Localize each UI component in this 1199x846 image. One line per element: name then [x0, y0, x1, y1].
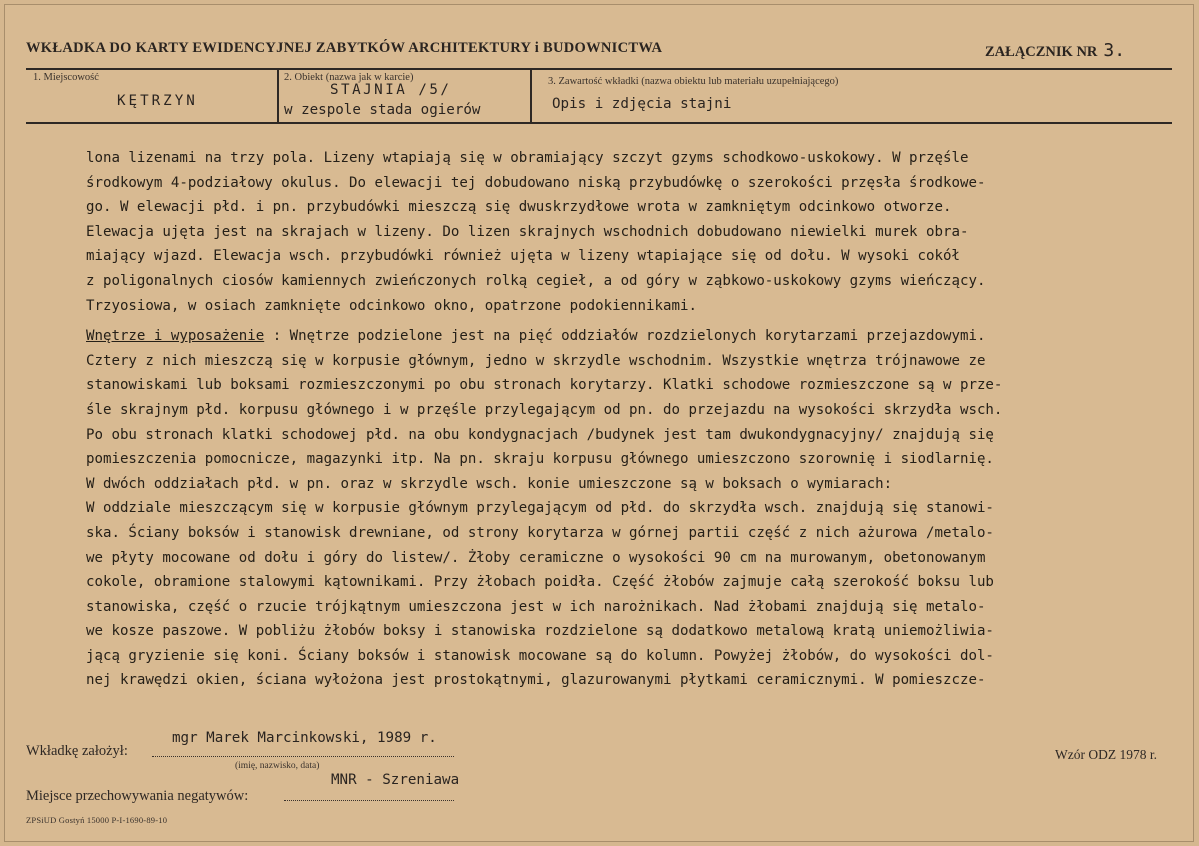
text-line: Elewacja ujęta jest na skrajach w lizeny. Do lizen skrajnych wschodnich dobudowano niewielki murek obra-: [86, 223, 969, 240]
storage-line: [284, 800, 454, 801]
text-line: nej krawędzi okien, ściana wyłożona jest prostokątnymi, glazurowanymi płytkami ceramicznymi. W pomieszcze-: [86, 672, 986, 689]
text-line: we kosze paszowe. W pobliżu żłobów boksy i stanowiska rozdzielone są dodatkowo metalową kratą uniemożliwia-: [86, 623, 994, 640]
description-body: [86, 146, 1176, 693]
object-label: 2. Obiekt (nazwa jak w karcie): [284, 72, 414, 83]
form-model: Wzór ODZ 1978 r.: [1055, 747, 1157, 762]
text-line: śle skrajnym płd. korpusu głównego i w przęśle przylegającym od pn. do przejazdu na wysokości skrzydła wsch.: [86, 401, 1003, 418]
object-value-line2: w zespole stada ogierów: [284, 102, 481, 118]
storage-label: Miejsce przechowywania negatywów:: [26, 788, 249, 804]
text-line: Po obu stronach klatki schodowej płd. na obu kondygnacjach /budynek jest tam dwukondygnacyjny/ znajdują się: [86, 426, 994, 443]
text-line: lona lizenami na trzy pola. Lizeny wtapiają się w obramiający szczyt gzyms schodkowo-uskokowy. W przęśle: [86, 150, 969, 166]
print-info: ZPSiUD Gostyń 15000 P-I-1690-89-10: [26, 815, 168, 825]
text-line: cokole, obramione stalowymi kątownikami. Przy żłobach poidła. Część żłobów zajmuje całą szerokość boksu lub: [86, 574, 994, 591]
text-line: ska. Ściany boksów i stanowisk drewniane, od strony korytarza w górnej partii część z nich ażurowa /metalo-: [86, 524, 994, 541]
text-line: jącą gryzienie się koni. Ściany boksów i stanowisk mocowane są do kolumn. Powyżej żłobów, do wysokości dol-: [86, 647, 994, 664]
storage-value: MNR - Szreniawa: [331, 772, 460, 788]
object-value-line1: STAJNIA /5/: [330, 82, 452, 98]
text-line: pomieszczenia pomocnicze, magazynki itp. Na pn. skraju korpusu głównego umieszczono szorownię i siodlarnię.: [86, 451, 994, 468]
inserted-by-label: Wkładkę założył:: [26, 743, 128, 759]
text-line: W oddziale mieszczącym się w korpusie głównym przylegającym od płd. do skrzydła wsch. znajdują się stanowi-: [86, 500, 994, 517]
table-divider-2: [530, 70, 532, 122]
annex-label-text: ZAŁĄCZNIK NR: [985, 44, 1098, 60]
text-line: stanowiska, część o rzucie trójkątnym umieszczona jest w ich narożnikach. Nad żłobami znajdują się metalo-: [86, 598, 986, 615]
inserted-by-hint: (imię, nazwisko, data): [235, 761, 320, 771]
text-line: W dwóch oddziałach płd. w pn. oraz w skrzydle wsch. konie umieszczone są w boksach o wymiarach:: [86, 475, 893, 492]
locality-label: 1. Miejscowość: [33, 72, 99, 83]
card-title: WKŁADKA DO KARTY EWIDENCYJNEJ ZABYTKÓW ARCHITEKTURY i BUDOWNICTWA: [26, 40, 663, 56]
table-top-rule: [26, 68, 1172, 70]
text-line: Cztery z nich mieszczą się w korpusie głównym, jedno w skrzydle wschodnim. Wszystkie wnętrza trójnawowe ze: [86, 352, 986, 369]
text-line: z poligonalnych ciosów kamiennych zwieńczonych rolką cegieł, a od góry w ząbkowo-uskokowy gzyms wieńczący.: [86, 272, 986, 289]
section-heading: Wnętrze i wyposażenie: [86, 328, 265, 345]
text-line: Trzyosiowa, w osiach zamknięte odcinkowo okno, opatrzone podokiennikami.: [86, 297, 697, 314]
text-line: stanowiskami lub boksami rozmieszczonymi po obu stronach korytarzy. Klatki schodowe rozmieszczone są w prze-: [86, 377, 1003, 394]
section-first-line: [86, 324, 1176, 349]
text-line: miający wjazd. Elewacja wsch. przybudówki również ujęta w lizeny wtapiające się od dołu. W wysoki cokół: [86, 248, 960, 265]
inserted-by-value: mgr Marek Marcinkowski, 1989 r.: [172, 730, 437, 746]
section-first-line-text: : Wnętrze podzielone jest na pięć oddziałów rozdzielonych korytarzami przejazdowymi.: [264, 328, 986, 345]
table-bottom-rule: [26, 122, 1172, 124]
locality-value: KĘTRZYN: [117, 93, 198, 109]
description-paragraph-2: [86, 349, 1176, 693]
text-line: we płyty mocowane od dołu i góry do listew/. Żłoby ceramiczne o wysokości 90 cm na murowanym, obetonowanym: [86, 549, 986, 566]
annex-number: 3.: [1103, 40, 1126, 61]
inserted-by-line: [152, 756, 454, 757]
description-paragraph-1: [86, 146, 1176, 318]
table-divider-1: [277, 70, 279, 122]
contents-value: Opis i zdjęcia stajni: [552, 96, 732, 112]
annex-label: [985, 40, 1125, 61]
text-line: go. W elewacji płd. i pn. przybudówki mieszczą się dwuskrzydłowe wrota w zamkniętym odcinkowo otworze.: [86, 199, 952, 216]
contents-label: 3. Zawartość wkładki (nazwa obiektu lub materiału uzupełniającego): [548, 76, 839, 87]
text-line: środkowym 4-podziałowy okulus. Do elewacji tej dobudowano niską przybudówkę o szerokości przęsła środkowe-: [86, 174, 986, 191]
